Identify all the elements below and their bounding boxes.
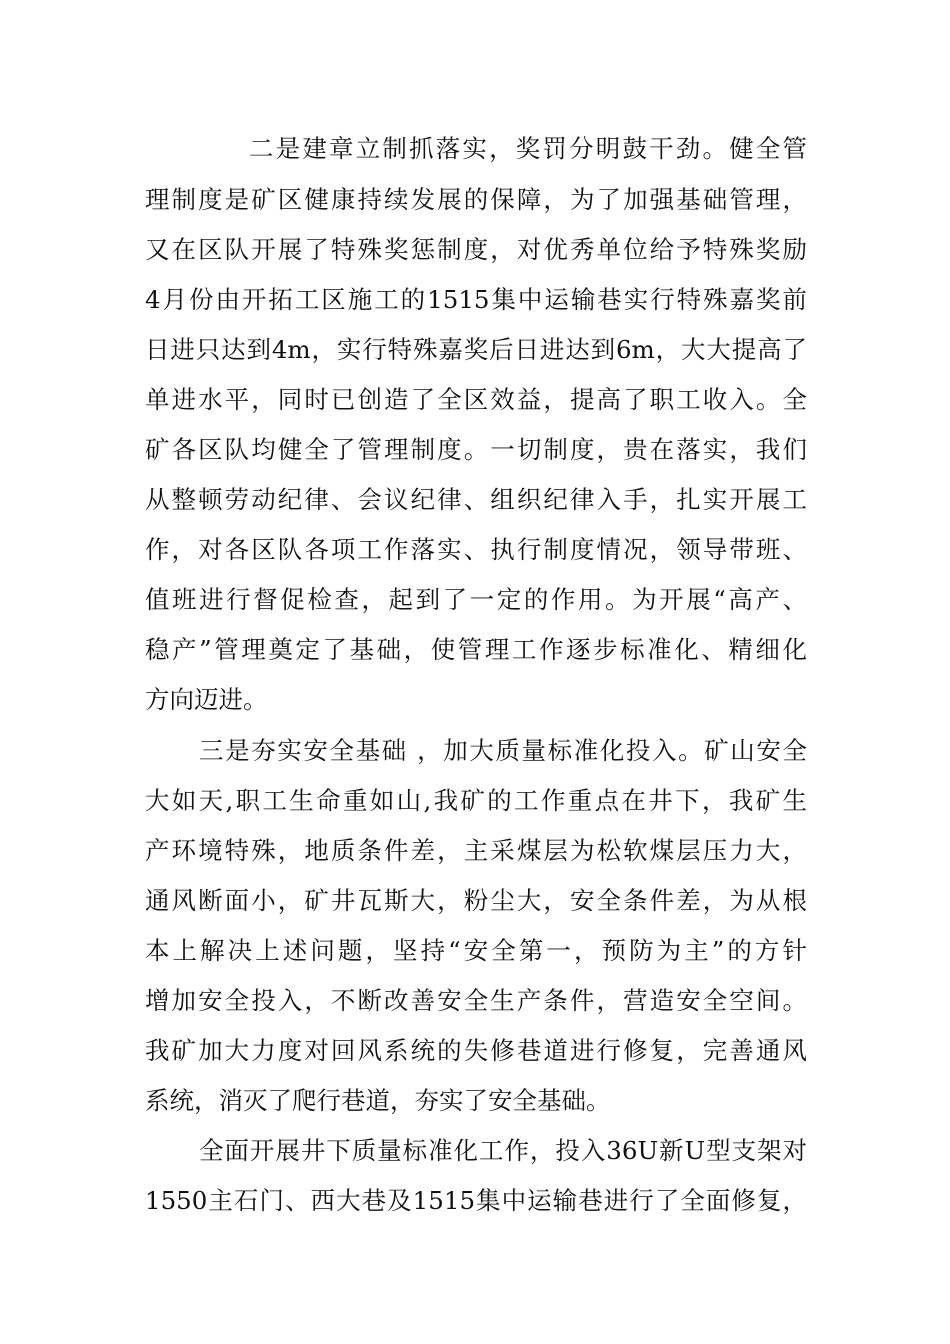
text-line-14: 大如天,职工生命重如山,我矿的工作重点在井下，我矿生 — [145, 786, 807, 815]
text-line-10: 值班进行督促检查，起到了一定的作用。为开展“高产、 — [145, 585, 807, 614]
text-line-15: 产环境特殊，地质条件差，主采煤层为松软煤层压力大， — [145, 836, 807, 865]
text-line-4: 4月份由开拓工区施工的1515集中运输巷实行特殊嘉奖前 — [145, 285, 807, 314]
text-line-7: 矿各区队均健全了管理制度。一切制度，贵在落实，我们 — [145, 435, 807, 464]
text-line-22: 1550主石门、西大巷及1515集中运输巷进行了全面修复， — [145, 1186, 807, 1215]
text-line-1: 二是建章立制抓落实，奖罚分明鼓干劲。健全管 — [249, 134, 807, 163]
text-line-8: 从整顿劳动纪律、会议纪律、组织纪律入手，扎实开展工 — [145, 485, 807, 514]
text-line-18: 增加安全投入，不断改善安全生产条件，营造安全空间。 — [145, 986, 807, 1015]
text-line-16: 通风断面小，矿井瓦斯大，粉尘大，安全条件差，为从根 — [145, 886, 807, 915]
text-line-17: 本上解决上述问题，坚持“安全第一，预防为主”的方针 — [145, 936, 807, 965]
text-line-9: 作，对各区队各项工作落实、执行制度情况，领导带班、 — [145, 535, 807, 564]
text-line-21: 全面开展井下质量标准化工作，投入36U新U型支架对 — [199, 1136, 807, 1165]
text-line-5: 日进只达到4m，实行特殊嘉奖后日进达到6m，大大提高了 — [145, 335, 807, 364]
text-line-12: 方向迈进。 — [145, 685, 268, 714]
text-line-20: 系统，消灭了爬行巷道，夯实了安全基础。 — [145, 1086, 611, 1115]
text-line-2: 理制度是矿区健康持续发展的保障，为了加强基础管理， — [145, 185, 807, 214]
text-line-6: 单进水平，同时已创造了全区效益，提高了职工收入。全 — [145, 385, 807, 414]
text-line-11: 稳产”管理奠定了基础，使管理工作逐步标准化、精细化 — [145, 635, 807, 664]
text-line-13: 三是夯实安全基础 ，加大质量标准化投入。矿山安全 — [199, 736, 807, 765]
text-line-19: 我矿加大力度对回风系统的失修巷道进行修复，完善通风 — [145, 1036, 807, 1065]
text-line-3: 又在区队开展了特殊奖惩制度，对优秀单位给予特殊奖励 — [145, 235, 807, 264]
